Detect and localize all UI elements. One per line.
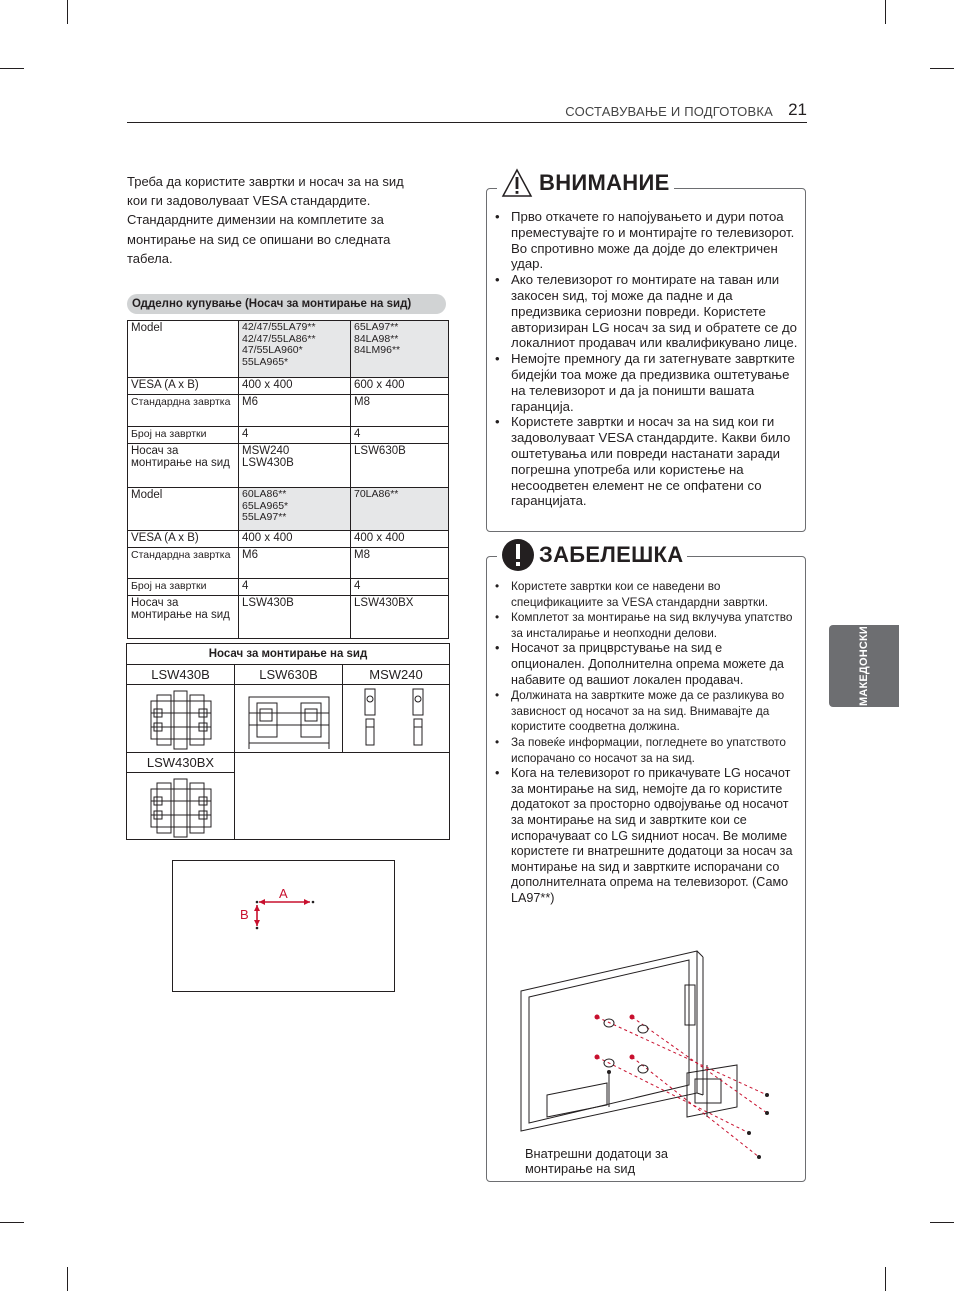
note-box xyxy=(486,542,806,1182)
table-row xyxy=(128,395,449,427)
msw240-bracket-icon xyxy=(343,685,449,752)
table-row xyxy=(128,378,449,395)
language-tab xyxy=(829,625,899,707)
row-label: Стандардна завртка xyxy=(128,395,239,427)
table-cell: 400 x 400 xyxy=(351,531,449,548)
list-item: • Кога на телевизорот го прикачувате LG носачот за монтирање на ѕид, немојте да го користите додатокот за просторно одвојување од носачот за монтирање на ѕид и завртките кои се испорачуваат со LG ѕидниот носач. Ве молиме користете ги внатрешните додатоци за носач за монтирање на ѕид и завртките испорачани со дополнителната опрема на телевизорот. (Само LA97**) xyxy=(487,766,799,906)
spec-table xyxy=(127,320,449,639)
row-label: Носач за монтирање на ѕид xyxy=(128,444,239,488)
crop-mark xyxy=(0,68,24,69)
row-label: Број на завртки xyxy=(128,427,239,444)
model-label: Model xyxy=(128,488,239,531)
mount-name: MSW240 xyxy=(343,665,449,685)
note-list xyxy=(487,579,799,906)
mount-item xyxy=(343,665,449,752)
models-cell: 42/47/55LA79** 42/47/55LA86** 47/55LA960* 55LA965* xyxy=(239,321,351,378)
models-cell: 70LA86** xyxy=(351,488,449,531)
mount-name: LSW430B xyxy=(127,665,234,685)
lsw430bx-bracket-icon xyxy=(127,773,234,840)
caution-box xyxy=(486,170,806,532)
table-row xyxy=(128,427,449,444)
crop-mark xyxy=(67,1267,68,1291)
language-tab-label: МАКЕДОНСКИ xyxy=(858,625,870,707)
list-item: • За повеќе информации, погледнете во упатството испорачано со носачот за на ѕид. xyxy=(487,735,799,766)
list-item: • Комплетот за монтирање на ѕид вклучува упатство за инсталирање и неопходни делови. xyxy=(487,610,799,641)
mount-item xyxy=(235,665,342,752)
mount-table xyxy=(126,643,450,840)
table-cell: M6 xyxy=(239,395,351,427)
note-title: ЗАБЕЛЕШКА xyxy=(539,542,684,567)
table-row xyxy=(128,596,449,639)
separate-purchase-label: Одделно купување (Носач за монтирање на ѕид) xyxy=(127,294,446,314)
tv-wall-mount-illustration xyxy=(497,945,797,1175)
table-cell: M8 xyxy=(351,395,449,427)
row-label: Број на завртки xyxy=(128,579,239,596)
table-cell: MSW240 LSW430B xyxy=(239,444,351,488)
table-cell: 4 xyxy=(239,579,351,596)
table-cell: 4 xyxy=(351,579,449,596)
table-cell: 400 x 400 xyxy=(239,531,351,548)
table-cell: LSW630B xyxy=(351,444,449,488)
caution-list xyxy=(487,209,799,509)
mount-name: LSW630B xyxy=(235,665,342,685)
list-item: • Должината на завртките може да се разликува во зависност од носачот за на ѕид. Внимавајте да користите соодветна должина. xyxy=(487,688,799,735)
table-cell: LSW430BX xyxy=(351,596,449,639)
table-row xyxy=(128,531,449,548)
page-number: 21 xyxy=(788,100,807,119)
table-cell: M8 xyxy=(351,548,449,579)
list-item: • Користете завртки и носач за на ѕид кои ги задоволуваат VESA стандардите. Какви било оштетувања или повреди настанати заради погрешна употреба или користење на несоодветен елемент не се опфатени со гаранцијата. xyxy=(487,414,799,509)
list-item: • Прво откачете го напојувањето и дури потоа преместувајте го и монтирајте го телевизорот. Во спротивно може да дојде до електричен удар. xyxy=(487,209,799,272)
list-item: • Немојте премногу да ги затегнувате завртките бидејќи тоа може да предизвика оштетување на телевизорот и да ја поништи вашата гаранција. xyxy=(487,351,799,414)
section-title: СОСТАВУВАЊЕ И ПОДГОТОВКА xyxy=(565,104,773,119)
lsw430b-bracket-icon xyxy=(127,685,234,752)
mount-table-title: Носач за монтирање на ѕид xyxy=(127,644,449,665)
vesa-diagram xyxy=(172,860,395,992)
mount-name: LSW430BX xyxy=(127,753,234,773)
warning-triangle-icon xyxy=(501,168,533,198)
row-label: Носач за монтирање на ѕид xyxy=(128,596,239,639)
intro-paragraph: Треба да користите завртки и носач за на ѕид кои ги задоволуваат VESA стандардите. Стандардните димензии на комплетите за монтирање на ѕид се опишани во следната табела. xyxy=(127,174,404,266)
note-header xyxy=(497,537,687,573)
page-header xyxy=(127,100,807,123)
table-cell: 400 x 400 xyxy=(239,378,351,395)
vesa-label-b: B xyxy=(240,907,249,922)
row-label: VESA (A x B) xyxy=(128,531,239,548)
table-row xyxy=(128,548,449,579)
table-cell: 4 xyxy=(239,427,351,444)
crop-mark xyxy=(67,0,68,24)
list-item: • Ако телевизорот го монтирате на таван или закосен ѕид, тој може да падне и да предизвика сериозни повреди. Користете авторизиран LG носач за ѕид и обратете се до локалниот продавач или квалификувано лице. xyxy=(487,272,799,351)
table-row xyxy=(128,488,449,531)
table-cell: LSW430B xyxy=(239,596,351,639)
illustration-caption: Внатрешни додатоци за монтирање на ѕид xyxy=(525,1146,669,1176)
lsw630b-bracket-icon xyxy=(235,685,342,752)
crop-mark xyxy=(885,0,886,24)
mount-item xyxy=(127,753,234,840)
caution-title: ВНИМАНИЕ xyxy=(539,170,670,195)
crop-mark xyxy=(930,68,954,69)
model-label: Model xyxy=(128,321,239,378)
table-row xyxy=(128,321,449,378)
row-label: VESA (A x B) xyxy=(128,378,239,395)
list-item: • Користете завртки кои се наведени во спецификациите за VESA стандардни завртки. xyxy=(487,579,799,610)
caution-header xyxy=(497,167,674,199)
row-label: Стандардна завртка xyxy=(128,548,239,579)
table-row xyxy=(128,444,449,488)
crop-mark xyxy=(0,1222,24,1223)
list-item: • Носачот за прицврстување на ѕид е опционален. Дополнителна опрема можете да набавите од вашиот локален продавач. xyxy=(487,641,799,688)
table-cell: 600 x 400 xyxy=(351,378,449,395)
table-row xyxy=(128,579,449,596)
vesa-arrows xyxy=(173,861,393,990)
models-cell: 65LA97** 84LA98** 84LM96** xyxy=(351,321,449,378)
exclamation-circle-icon xyxy=(501,538,535,572)
vesa-label-a: A xyxy=(279,886,288,901)
models-cell: 60LA86** 65LA965* 55LA97** xyxy=(239,488,351,531)
mount-item xyxy=(127,665,234,752)
crop-mark xyxy=(930,1222,954,1223)
crop-mark xyxy=(885,1267,886,1291)
table-cell: 4 xyxy=(351,427,449,444)
table-cell: M6 xyxy=(239,548,351,579)
